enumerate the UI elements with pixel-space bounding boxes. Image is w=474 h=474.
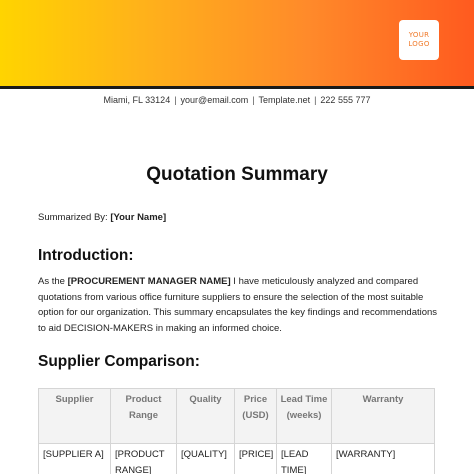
- introduction-paragraph: [38, 274, 438, 336]
- cell-warranty: [WARRANTY]: [332, 444, 435, 474]
- introduction-text-body: I have meticulously analyzed and compared quotations from various office furniture suppliers to ensure the selection of the most suitable option for our organization. This summary encapsulates the key findings and recommendations to aid DECISION-MAKERS in making an informed choice.: [38, 276, 438, 334]
- document-title: Quotation Summary: [146, 164, 328, 185]
- logo-text-line-2: LOGO: [408, 40, 430, 48]
- column-header-product-range: Product Range: [111, 389, 177, 444]
- column-header-price: Price (USD): [235, 389, 277, 444]
- contact-separator: |: [174, 95, 177, 105]
- contact-separator: |: [252, 95, 255, 105]
- column-header-quality: Quality: [177, 389, 235, 444]
- contact-website: Template.net: [258, 95, 311, 105]
- header-divider: [0, 86, 474, 89]
- table-row: [39, 444, 435, 474]
- logo-text-line-1: YOUR: [408, 31, 430, 39]
- contact-line: [0, 95, 474, 105]
- contact-separator: |: [314, 95, 317, 105]
- introduction-text-prefix: As the: [38, 276, 68, 287]
- summarized-by-line: [38, 212, 166, 223]
- cell-supplier: [SUPPLIER A]: [39, 444, 111, 474]
- introduction-heading: Introduction:: [38, 247, 134, 264]
- summarized-by-label: Summarized By:: [38, 212, 108, 223]
- column-header-warranty: Warranty: [332, 389, 435, 444]
- cell-price: [PRICE]: [235, 444, 277, 474]
- column-header-supplier: Supplier: [39, 389, 111, 444]
- contact-phone: 222 555 777: [320, 95, 371, 105]
- supplier-comparison-table: [38, 388, 435, 474]
- cell-lead-time: [LEAD TIME]: [277, 444, 332, 474]
- cell-quality: [QUALITY]: [177, 444, 235, 474]
- contact-email: your@email.com: [180, 95, 249, 105]
- contact-address: Miami, FL 33124: [103, 95, 171, 105]
- cell-product-range: [PRODUCT RANGE]: [111, 444, 177, 474]
- company-logo: [399, 20, 439, 60]
- procurement-manager-placeholder: [PROCUREMENT MANAGER NAME]: [67, 276, 231, 287]
- column-header-lead-time: Lead Time (weeks): [277, 389, 332, 444]
- supplier-comparison-heading: Supplier Comparison:: [38, 353, 200, 370]
- table-header-row: [39, 389, 435, 444]
- summarized-by-value: [Your Name]: [110, 212, 167, 223]
